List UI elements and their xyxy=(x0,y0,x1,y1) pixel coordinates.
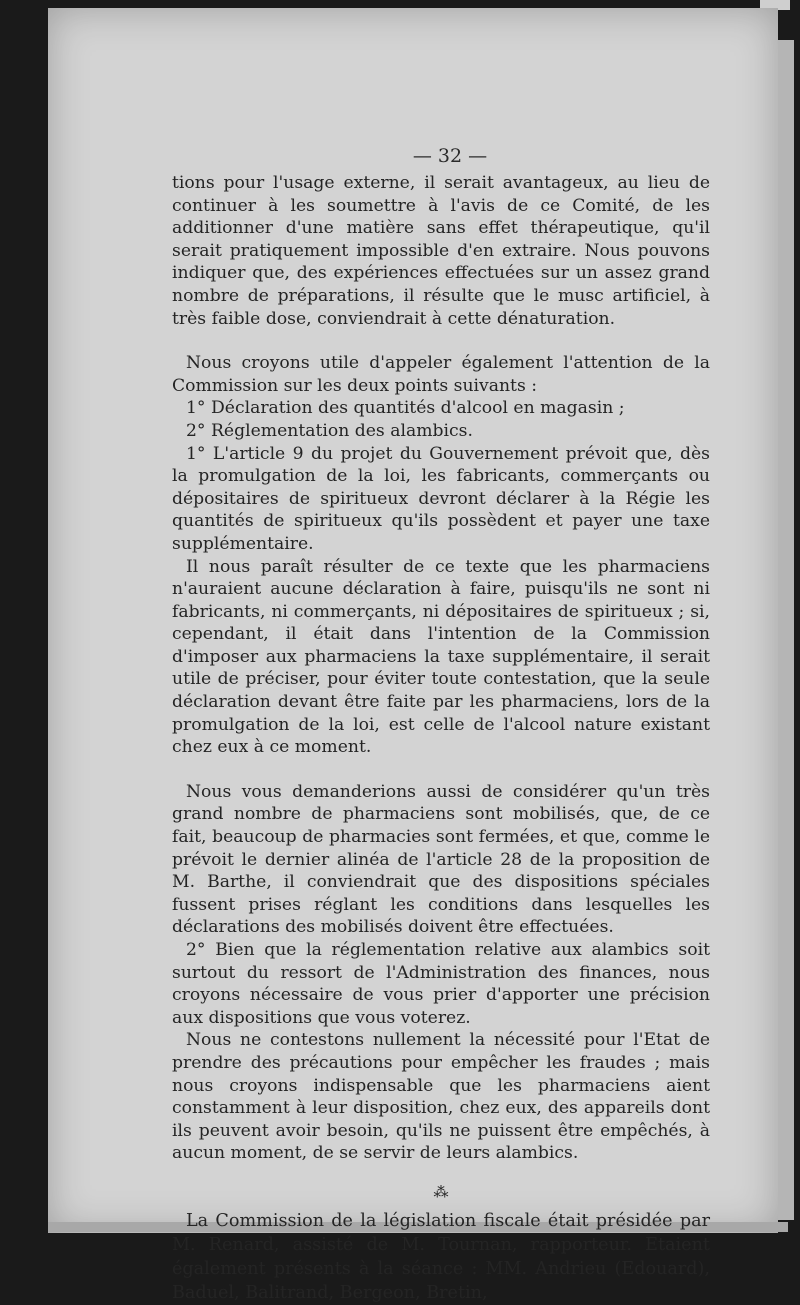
paragraph: Nous vous demanderions aussi de considérer qu'un très grand nombre de pharmaciens sont mobilisés, que, de ce fait, beaucoup de pharmacies sont fermées, et que, comme le prévoit le dernier alinéa de l'article 28 de la proposition de M. Barthe, il conviendrait que des dispositions spéciales fussent prises réglant les conditions dans lesquelles les déclarations des mobilisés doivent être effectuées. xyxy=(172,781,710,938)
paragraph: Il nous paraît résulter de ce texte que les pharmaciens n'auraient aucune déclaration à faire, puisqu'ils ne sont ni fabricants, ni commerçants, ni dépositaires de spiritueux ; si, cependant, il était dans l'intention de la Commission d'imposer aux pharmaciens la taxe supplémentaire, il serait utile de préciser, pour éviter toute contestation, que la seule déclaration devant être faite par les pharmaciens, lors de la promulgation de la loi, est celle de l'alcool nature existant chez eux à ce moment. xyxy=(172,556,710,758)
page-right-edge xyxy=(776,40,794,1220)
paragraph: 1° L'article 9 du projet du Gouvernement prévoit que, dès la promulgation de la loi, les fabricants, commerçants ou dépositaires de spiritueux devront déclarer à la Régie les quantités de spiritueux qu'ils possèdent et payer une taxe supplémentaire. xyxy=(172,443,710,554)
paragraph-gap xyxy=(172,330,710,352)
paragraph: La Commission de la législation fiscale était présidée par M. Renard, assisté de M. Tournan, rapporteur. Etaient également présents à la séance : MM. Andrieu (Edouard), Baduel, Balitrand, Bergeon, Bretin, xyxy=(172,1210,710,1303)
asterism-separator: ⁂ xyxy=(433,1182,449,1201)
paragraph: 2° Bien que la réglementation relative aux alambics soit surtout du ressort de l'Administration des finances, nous croyons nécessaire de vous prier d'apporter une précision aux dispositions que vous voterez. xyxy=(172,940,710,1028)
paragraph: Nous croyons utile d'appeler également l'attention de la Commission sur les deux points suivants : xyxy=(172,353,710,396)
page-number: — 32 — xyxy=(412,145,488,167)
paragraph: tions pour l'usage externe, il serait avantageux, au lieu de continuer à les soumettre à l'avis de ce Comité, de les additionner d'une matière sans effet thérapeutique, qu'il serait pratiquement impossible d'en extraire. Nous pouvons indiquer que, des expériences effectuées sur un assez grand nombre de préparations, il résulte que le musc artificiel, à très faible dose, conviendrait à cette dénaturation. xyxy=(172,173,710,329)
paragraph-gap xyxy=(172,759,710,781)
list-item: 2° Réglementation des alambics. xyxy=(186,420,473,441)
paragraph: Nous ne contestons nullement la nécessité pour l'Etat de prendre des précautions pour empêcher les fraudes ; mais nous croyons indispensable que les pharmaciens aient constamment à leur disposition, chez eux, des appareils dont ils peuvent avoir besoin, qu'ils ne puissent être empêchés, à aucun moment, de se servir de leurs alambics. xyxy=(172,1030,710,1164)
list-item: 1° Déclaration des quantités d'alcool en magasin ; xyxy=(186,398,625,419)
page-body xyxy=(172,172,710,1305)
